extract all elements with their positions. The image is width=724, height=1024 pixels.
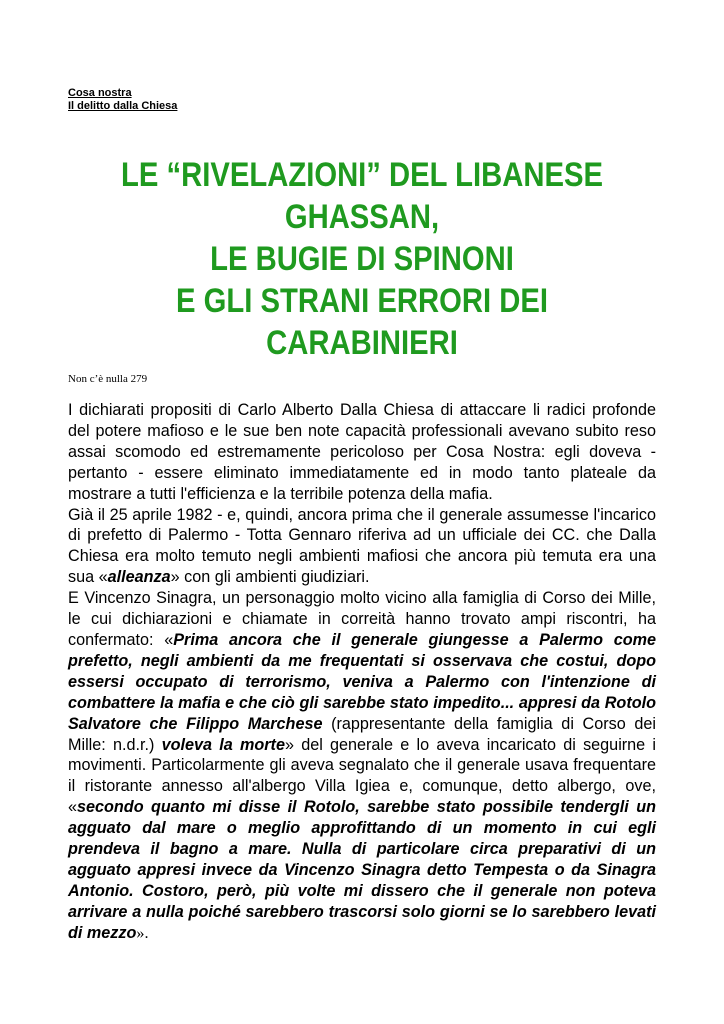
body-text: ». [136, 923, 149, 942]
breadcrumb-section-link[interactable]: Cosa nostra [68, 87, 132, 99]
article-title [102, 154, 621, 364]
source-reference: Non c’è nulla 279 [68, 373, 148, 385]
breadcrumb-subsection-link[interactable]: Il delitto dalla Chiesa [68, 100, 178, 112]
title-line: CARABINIERI [266, 324, 458, 362]
body-text: Già il 25 aprile 1982 - e, quindi, ancora prima che il generale assumesse l'incarico di prefetto di Palermo - Totta Gennaro riferiva ad un ufficiale dei CC. che Dalla Chiesa era molto temuto negli ambienti mafiosi che ancora più temuta era una sua « [68, 505, 656, 587]
quoted-text: Prima ancora che il generale giungesse a Palermo come prefetto, negli ambienti da me frequentati si osservava che costui, dopo essersi occupato di terrorismo, veniva a Palermo con l'intenzione di combattere la mafia e che ciò gli sarebbe stato impedito... appresi da Rotolo Salvatore che Filippo Marchese [68, 630, 656, 733]
title-line: GHASSAN, [284, 198, 440, 236]
quoted-text: alleanza [107, 568, 171, 587]
title-line: LE “RIVELAZIONI” DEL LIBANESE [121, 156, 603, 194]
quoted-text: voleva la morte [161, 735, 285, 754]
title-line: E GLI STRANI ERRORI DEI [175, 282, 549, 320]
article-body [68, 400, 656, 944]
title-line: LE BUGIE DI SPINONI [210, 240, 514, 278]
body-text: (rappresentante della famiglia di Corso dei Mille: n.d.r.) [68, 714, 656, 754]
breadcrumb [68, 87, 177, 113]
body-paragraph [68, 588, 656, 943]
body-paragraph [68, 505, 656, 589]
body-text: E Vincenzo Sinagra, un personaggio molto vicino alla famiglia di Corso dei Mille, le cui dichiarazioni e chiamate in correità hanno trovato ampi riscontri, ha confermato: « [68, 589, 656, 649]
quoted-text: secondo quanto mi disse il Rotolo, sarebbe stato possibile tendergli un agguato dal mare o meglio approfittando di un momento in cui egli prendeva il bagno a mare. Nulla di particolare circa preparativi di un agguato appresi invece da Vincenzo Sinagra detto Tempesta o da Sinagra Antonio. Costoro, però, più volte mi dissero che il generale non poteva arrivare a nulla poiché sarebbero trascorsi solo giorni se lo sarebbero levati di mezzo [68, 798, 656, 942]
body-text: I dichiarati propositi di Carlo Alberto Dalla Chiesa di attaccare li radici profonde del potere mafioso e le sue ben note capacità professionali avevano subito reso assai scomodo ed estremamente pericoloso per Cosa Nostra: egli doveva - pertanto - essere eliminato immediatamente ed in modo tanto plateale da mostrare a tutti l'efficienza e la terribile potenza della mafia. [68, 401, 656, 503]
body-text: » del generale e lo aveva incaricato di seguirne i movimenti. Particolarmente gli aveva segnalato che il generale usava frequentare il ristorante annesso all'albergo Villa Igiea e, comunque, detto albergo, ove, « [68, 735, 657, 817]
body-paragraph [68, 400, 656, 505]
body-text: » con gli ambienti giudiziari. [170, 568, 370, 587]
